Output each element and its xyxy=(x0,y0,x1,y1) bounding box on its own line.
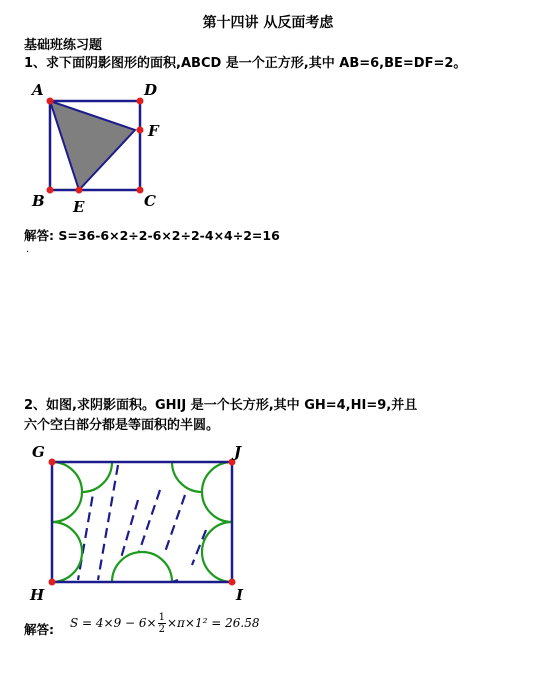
point-b xyxy=(47,187,54,194)
label-c: C xyxy=(144,192,156,210)
formula-fraction xyxy=(158,612,166,635)
label-h: H xyxy=(30,586,45,604)
problem-1-text: 1、求下面阴影图形的面积,ABCD 是一个正方形,其中 AB=6,BE=DF=2。 xyxy=(24,56,467,71)
point-c xyxy=(137,187,144,194)
point-e xyxy=(76,187,83,194)
point-d xyxy=(137,98,144,105)
label-d: D xyxy=(144,81,158,99)
point-h xyxy=(49,579,56,586)
fraction-numerator: 1 xyxy=(158,612,165,623)
point-i xyxy=(229,579,236,586)
answer-1: 解答: S=36-6×2÷2-6×2÷2-4×4÷2=16 xyxy=(24,228,280,243)
point-a xyxy=(47,98,54,105)
label-i: I xyxy=(236,586,244,604)
label-f: F xyxy=(148,122,159,140)
semicircles xyxy=(52,462,232,582)
answer-2-formula xyxy=(70,612,259,635)
point-f xyxy=(137,127,144,134)
label-e: E xyxy=(73,198,85,216)
stray-dot: . xyxy=(26,244,30,255)
formula-left: S = 4×9 − 6× xyxy=(70,616,157,630)
formula-right: ×π×1² = 26.58 xyxy=(166,616,260,630)
answer-2-label: 解答: xyxy=(24,622,54,637)
label-g: G xyxy=(32,443,45,461)
section-heading: 基础班练习题 xyxy=(24,38,103,53)
shaded-triangle xyxy=(50,101,135,190)
problem-2-text-line1: 2、如图,求阴影面积。GHIJ 是一个长方形,其中 GH=4,HI=9,并且 xyxy=(24,398,418,413)
figure-square-abcd xyxy=(20,76,170,216)
problem-2-text-line2: 六个空白部分都是等面积的半圆。 xyxy=(24,418,220,433)
page-title: 第十四讲 从反面考虑 xyxy=(202,15,334,31)
point-g xyxy=(49,459,56,466)
label-b: B xyxy=(32,192,45,210)
label-a: A xyxy=(32,81,44,99)
fraction-denominator: 2 xyxy=(158,624,165,635)
figure-rectangle-ghij xyxy=(20,440,260,610)
label-j: J xyxy=(234,443,242,461)
